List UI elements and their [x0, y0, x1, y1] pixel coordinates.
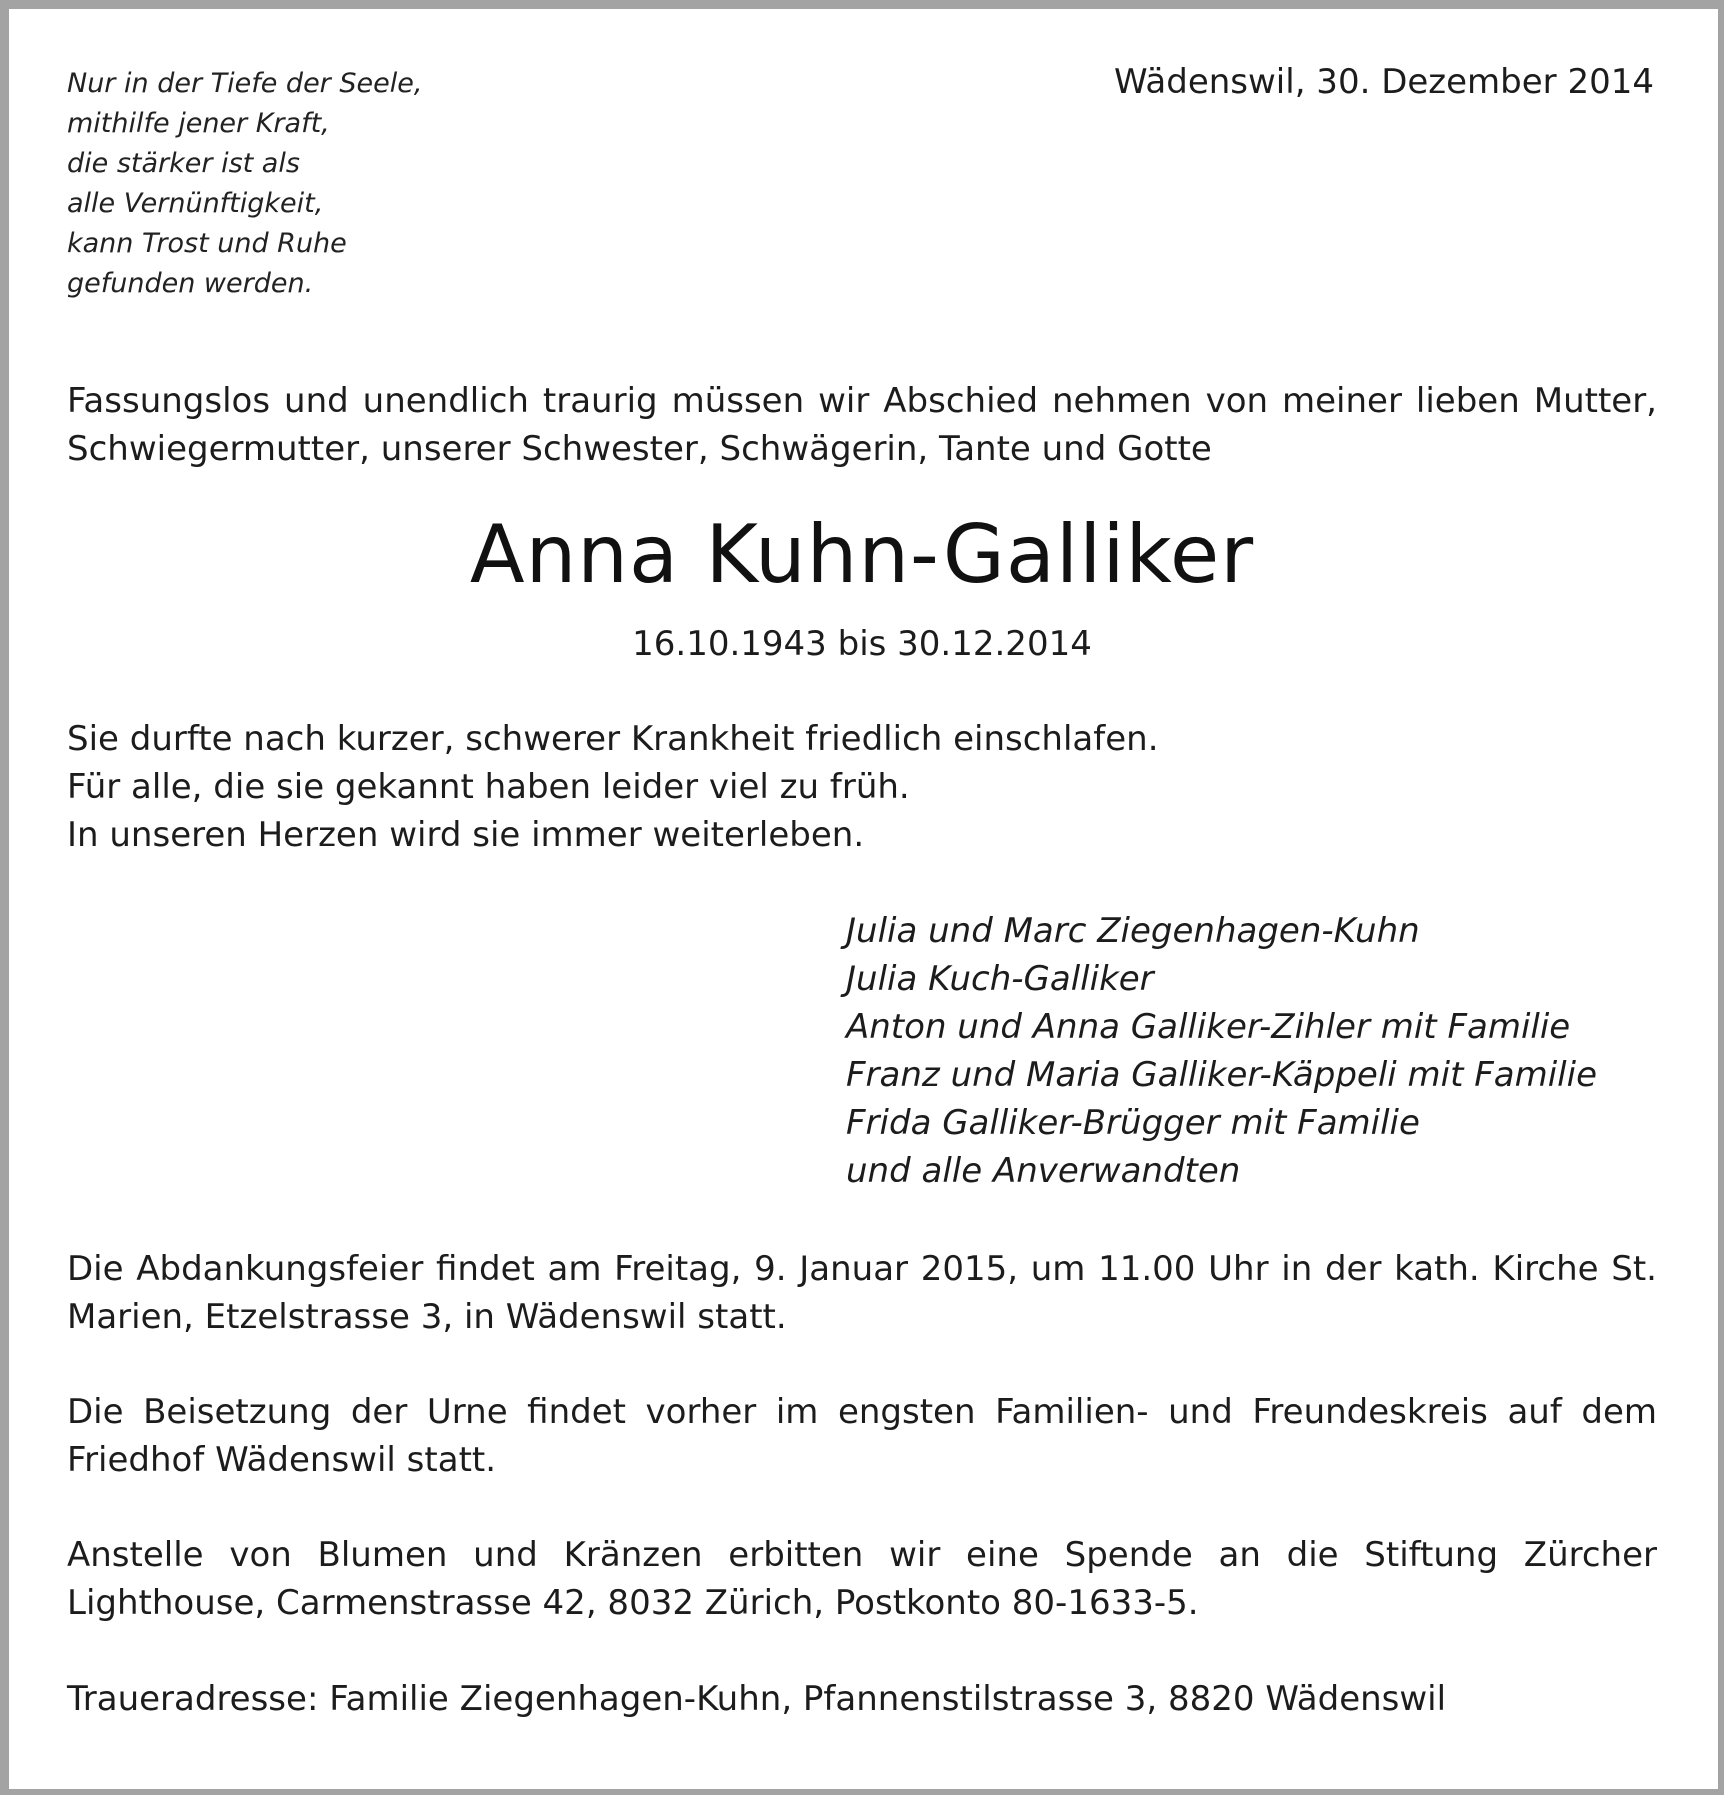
- intro-paragraph: Fassungslos und unendlich traurig müssen wir Abschied nehmen von meiner lieben Mutter, Schwiegermutter, unserer Schwester, Schwägerin, Tante und Gotte: [67, 381, 1657, 469]
- life-dates: 16.10.1943 bis 30.12.2014: [632, 624, 1092, 664]
- mourner-entry: Franz und Maria Galliker-Käppeli mit Familie: [846, 1055, 1597, 1095]
- deceased-name: Anna Kuhn-Galliker: [469, 508, 1255, 601]
- mourner-entry: Anton und Anna Galliker-Zihler mit Familie: [846, 1007, 1571, 1047]
- farewell-line: In unseren Herzen wird sie immer weiterleben.: [67, 815, 865, 855]
- farewell-line: Für alle, die sie gekannt haben leider viel zu früh.: [67, 767, 910, 807]
- burial-notice: Die Beisetzung der Urne findet vorher im engsten Familien- und Freundeskreis auf dem Friedhof Wädenswil statt.: [67, 1392, 1657, 1480]
- motto-line: gefunden werden.: [67, 268, 314, 299]
- motto-line: mithilfe jener Kraft,: [67, 108, 330, 139]
- donation-notice: Anstelle von Blumen und Kränzen erbitten wir eine Spende an die Stiftung Zürcher Lighthouse, Carmenstrasse 42, 8032 Zürich, Postkonto 80-1633-5.: [67, 1535, 1657, 1623]
- ceremony-notice: Die Abdankungsfeier findet am Freitag, 9. Januar 2015, um 11.00 Uhr in der kath. Kirche St. Marien, Etzelstrasse 3, in Wädenswil statt.: [67, 1249, 1657, 1337]
- mourner-entry: Julia und Marc Ziegenhagen-Kuhn: [846, 911, 1420, 951]
- motto-verse: [67, 64, 487, 304]
- motto-line: alle Vernünftigkeit,: [67, 188, 324, 219]
- mourners-list: [846, 907, 1666, 1195]
- mourning-address: Traueradresse: Familie Ziegenhagen-Kuhn, Pfannenstilstrasse 3, 8820 Wädenswil: [67, 1679, 1447, 1719]
- mourner-entry: Julia Kuch-Galliker: [846, 959, 1154, 999]
- mourner-entry: Frida Galliker-Brügger mit Familie: [846, 1103, 1420, 1143]
- farewell-line: Sie durfte nach kurzer, schwerer Krankheit friedlich einschlafen.: [67, 719, 1159, 759]
- farewell-words: [67, 715, 1657, 859]
- motto-line: die stärker ist als: [67, 148, 300, 179]
- mourner-entry: und alle Anverwandten: [846, 1151, 1241, 1191]
- place-and-date: Wädenswil, 30. Dezember 2014: [1113, 62, 1654, 102]
- motto-line: kann Trost und Ruhe: [67, 228, 347, 259]
- motto-line: Nur in der Tiefe der Seele,: [67, 68, 423, 99]
